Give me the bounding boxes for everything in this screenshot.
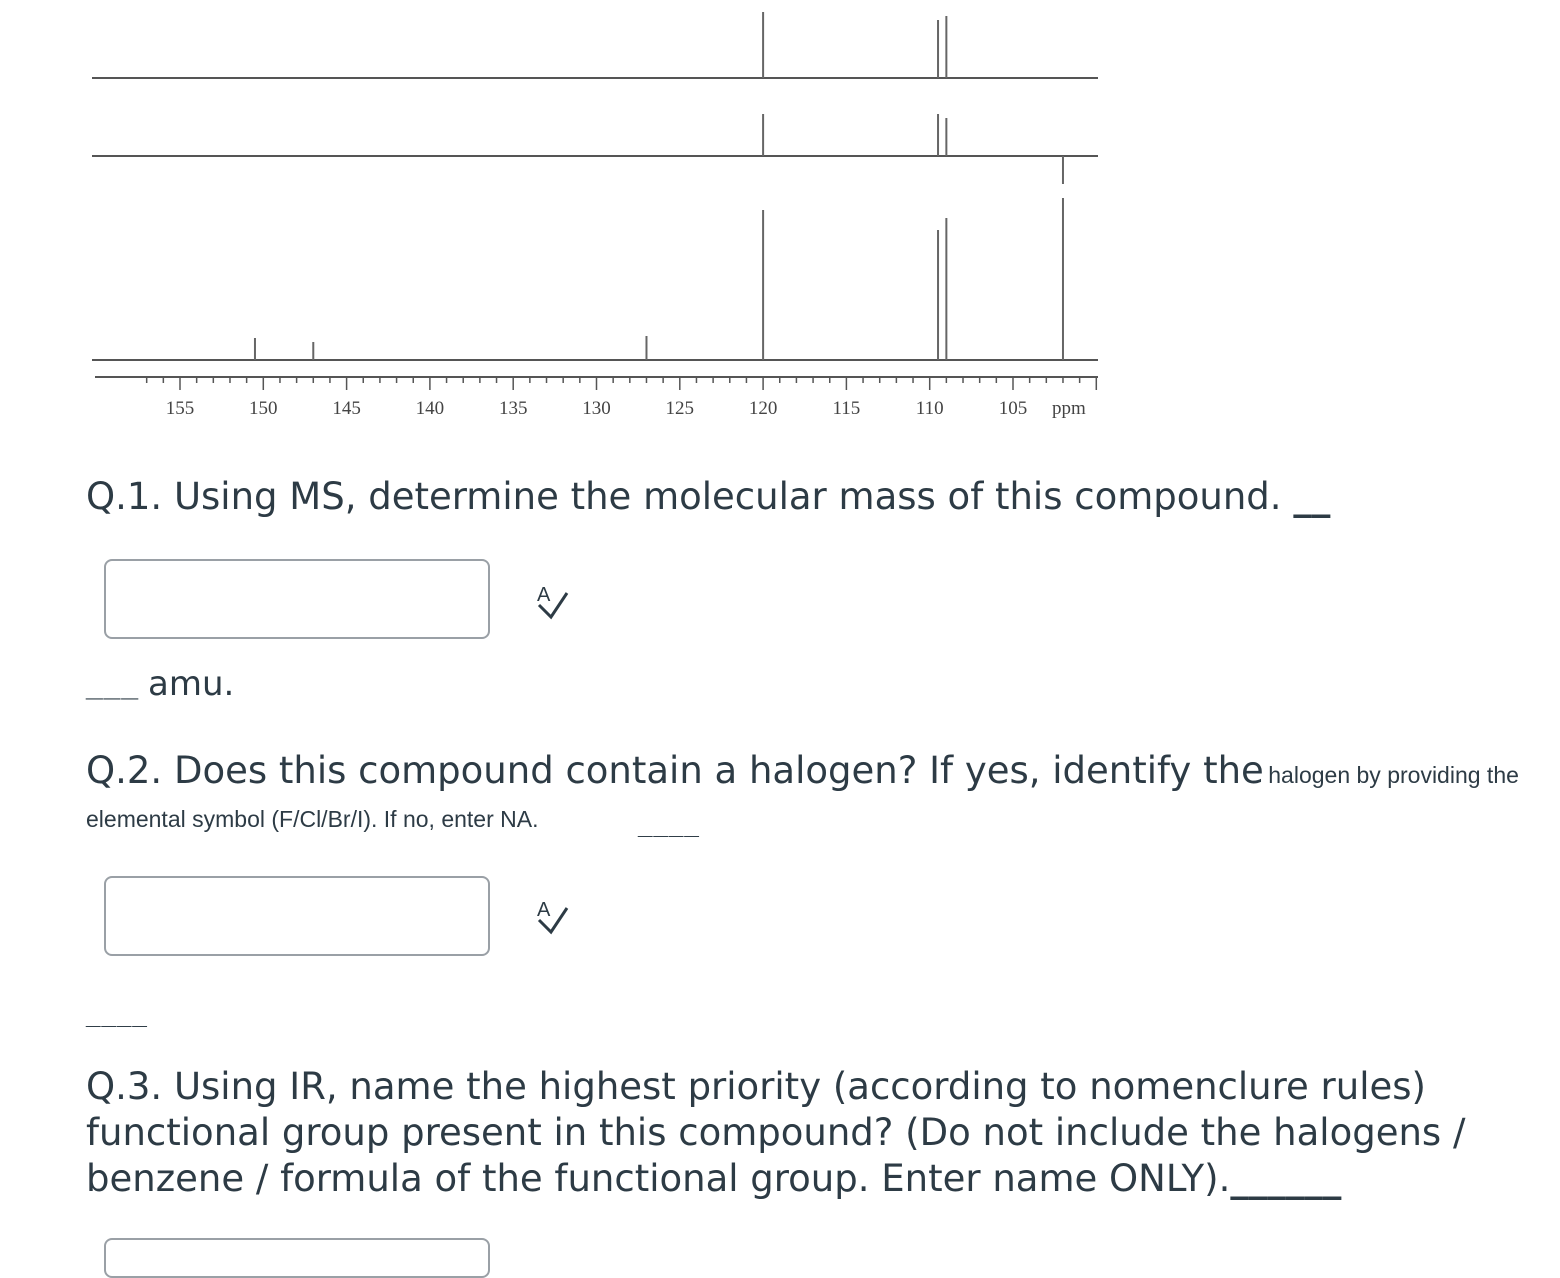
axis-tick-label: 125 [665,398,695,419]
axis-tick-label: 155 [165,398,195,419]
q1-prefix: Q.1. Using MS, determine the molecular mass of this compound. [86,475,1282,518]
q3-text [86,1064,1506,1202]
amu-blank: ___ [86,670,140,703]
q2-after-blank: ____ [86,1000,148,1030]
axis-tick-label: 145 [332,398,361,419]
q2-small-2: elemental symbol (F/Cl/Br/I). If no, enter NA. [86,806,539,832]
spell-check-icon[interactable] [531,894,575,938]
q2-text [86,748,1519,794]
q2-large: Q.2. Does this compound contain a halogen? If yes, identify the [86,749,1264,792]
axis-tick-label: 105 [998,398,1028,419]
axis-tick-label: 120 [748,398,778,419]
svg-text:A: A [537,899,551,921]
axis-tick-label: 150 [249,398,278,419]
axis-tick-label: 110 [915,398,944,419]
q2-line2 [86,806,538,833]
q1-text [86,474,1330,520]
amu-label: amu. [148,664,235,704]
q2-blank: ____ [638,810,700,840]
spell-check-icon[interactable] [531,579,575,623]
svg-text:A: A [537,584,551,606]
q3-blank: ______ [1230,1157,1342,1200]
unit-label: ppm [1052,398,1086,419]
axis-tick-label: 135 [498,398,528,419]
q2-small-1: halogen by providing the [1268,762,1519,788]
nmr-spectrum [0,0,1120,440]
q2-answer-input[interactable] [104,876,490,956]
axis-tick-label: 130 [582,398,611,419]
q3-answer-input-partial[interactable] [104,1238,490,1278]
q1-trailing-blank: __ [1293,475,1331,518]
axis-tick-label: 115 [832,398,861,419]
q3-body: Q.3. Using IR, name the highest priority (according to nomenclure rules) functional group present in this compound? (Do not include the halogens / benzene / formula of the functional group. Enter name ONLY). [86,1065,1466,1200]
q1-answer-input[interactable] [104,559,490,639]
axis-tick-label: 140 [415,398,445,419]
